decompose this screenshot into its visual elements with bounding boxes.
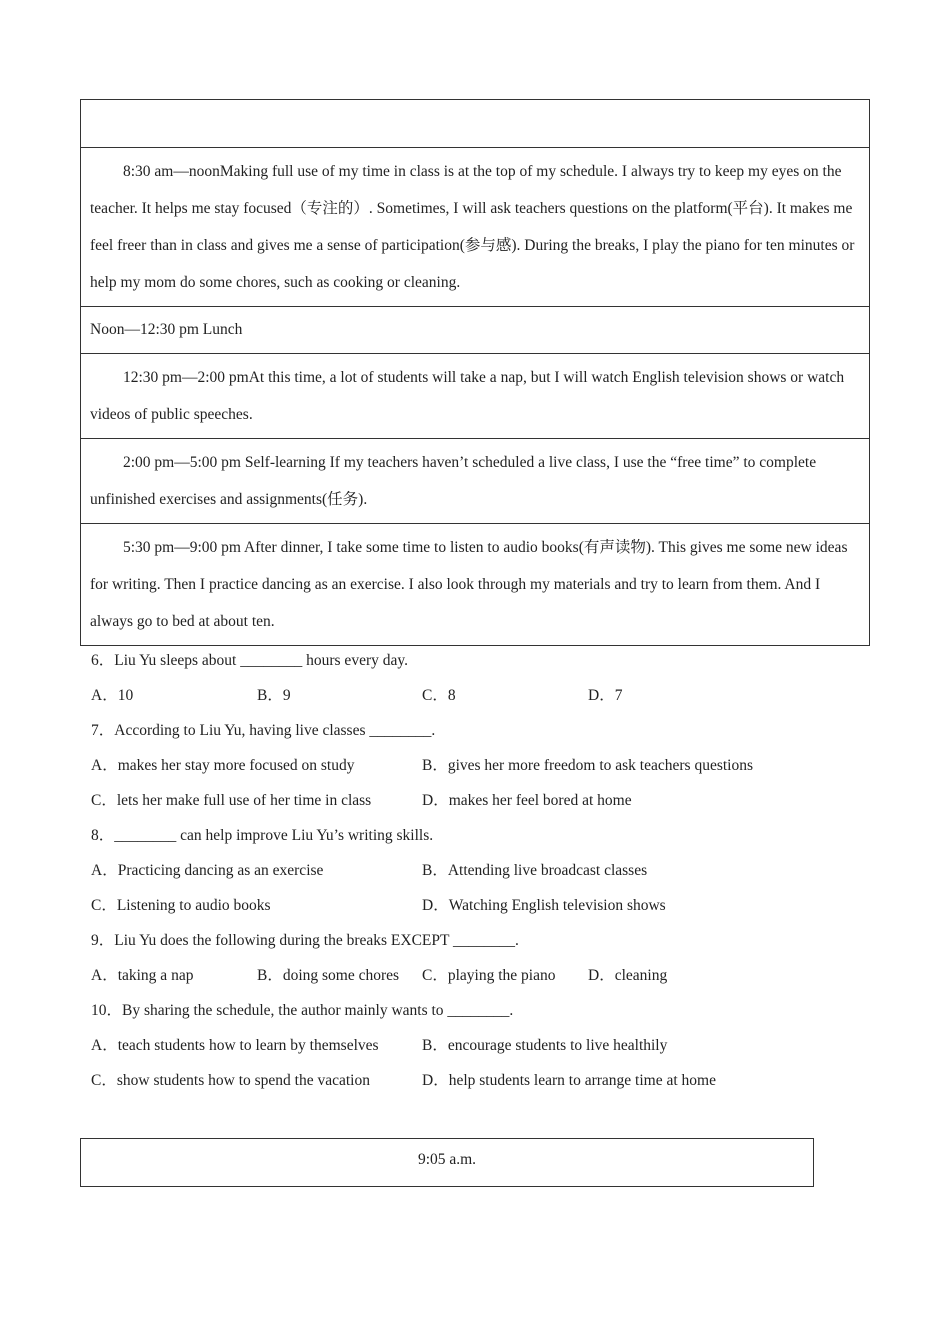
schedule-row-self-learning	[81, 438, 869, 523]
question-7-stem: 7．According to Liu Yu, having live classes ________.	[91, 722, 436, 739]
question-6-option-a[interactable]: A．10	[91, 687, 134, 704]
question-10-option-d[interactable]: D．help students learn to arrange time at home	[422, 1072, 716, 1089]
question-7-option-d[interactable]: D．makes her feel bored at home	[422, 792, 632, 809]
question-7-option-c[interactable]: C．lets her make full use of her time in class	[91, 792, 372, 809]
question-8-option-a[interactable]: A．Practicing dancing as an exercise	[91, 862, 324, 879]
question-9-stem: 9．Liu Yu does the following during the breaks EXCEPT ________.	[91, 932, 519, 949]
question-9-option-a[interactable]: A．taking a nap	[91, 967, 194, 984]
schedule-table	[80, 99, 870, 646]
question-10-option-a[interactable]: A．teach students how to learn by themselves	[91, 1037, 379, 1054]
question-8-option-b[interactable]: B．Attending live broadcast classes	[422, 862, 648, 879]
schedule-row-evening	[81, 523, 869, 645]
question-10-option-b[interactable]: B．encourage students to live healthily	[422, 1037, 668, 1054]
question-10-option-c[interactable]: C．show students how to spend the vacation	[91, 1072, 370, 1089]
question-7-option-b[interactable]: B．gives her more freedom to ask teachers questions	[422, 757, 754, 774]
question-7-option-a[interactable]: A．makes her stay more focused on study	[91, 757, 355, 774]
question-6-stem: 6．Liu Yu sleeps about ________ hours every day.	[91, 652, 408, 669]
schedule-row-text: 12:30 pm—2:00 pmAt this time, a lot of students will take a nap, but I will watch English television shows or watch videos of public speeches.	[90, 369, 845, 423]
schedule-row-morning	[81, 147, 869, 306]
question-6-option-d[interactable]: D．7	[588, 687, 623, 704]
schedule-row-afternoon	[81, 353, 869, 438]
question-6-option-c[interactable]: C．8	[422, 687, 456, 704]
schedule-header-row	[81, 100, 869, 147]
question-9-option-d[interactable]: D．cleaning	[588, 967, 668, 984]
question-9-option-b[interactable]: B．doing some chores	[257, 967, 400, 984]
schedule-row-text: 2:00 pm—5:00 pm Self-learning If my teachers haven’t scheduled a live class, I use the “free time” to complete unfinished exercises and assignments(任务).	[90, 454, 817, 508]
question-6-option-b[interactable]: B．9	[257, 687, 291, 704]
question-8-stem: 8．________ can help improve Liu Yu’s writing skills.	[91, 827, 434, 844]
question-8-option-d[interactable]: D．Watching English television shows	[422, 897, 666, 914]
question-8-option-c[interactable]: C．Listening to audio books	[91, 897, 271, 914]
time-box-text: 9:05 a.m.	[417, 1151, 477, 1168]
schedule-row-lunch	[81, 306, 869, 353]
question-10-stem: 10．By sharing the schedule, the author mainly wants to ________.	[91, 1002, 514, 1019]
schedule-row-text: 5:30 pm—9:00 pm After dinner, I take some time to listen to audio books(有声读物). This gives me some new ideas for writing. Then I practice dancing as an exercise. I also look through my materials and try to learn from them. And I always go to bed at about ten.	[90, 539, 848, 630]
time-box	[80, 1138, 814, 1187]
question-9-option-c[interactable]: C．playing the piano	[422, 967, 556, 984]
schedule-row-text: Noon—12:30 pm Lunch	[90, 321, 243, 338]
schedule-row-text: 8:30 am—noonMaking full use of my time in class is at the top of my schedule. I always try to keep my eyes on the teacher. It helps me stay focused（专注的）. Sometimes, I will ask teachers questions on the platform(平台). It makes me feel freer than in class and gives me a sense of participation(参与感). During the breaks, I play the piano for ten minutes or help my mom do some chores, such as cooking or cleaning.	[90, 163, 855, 291]
